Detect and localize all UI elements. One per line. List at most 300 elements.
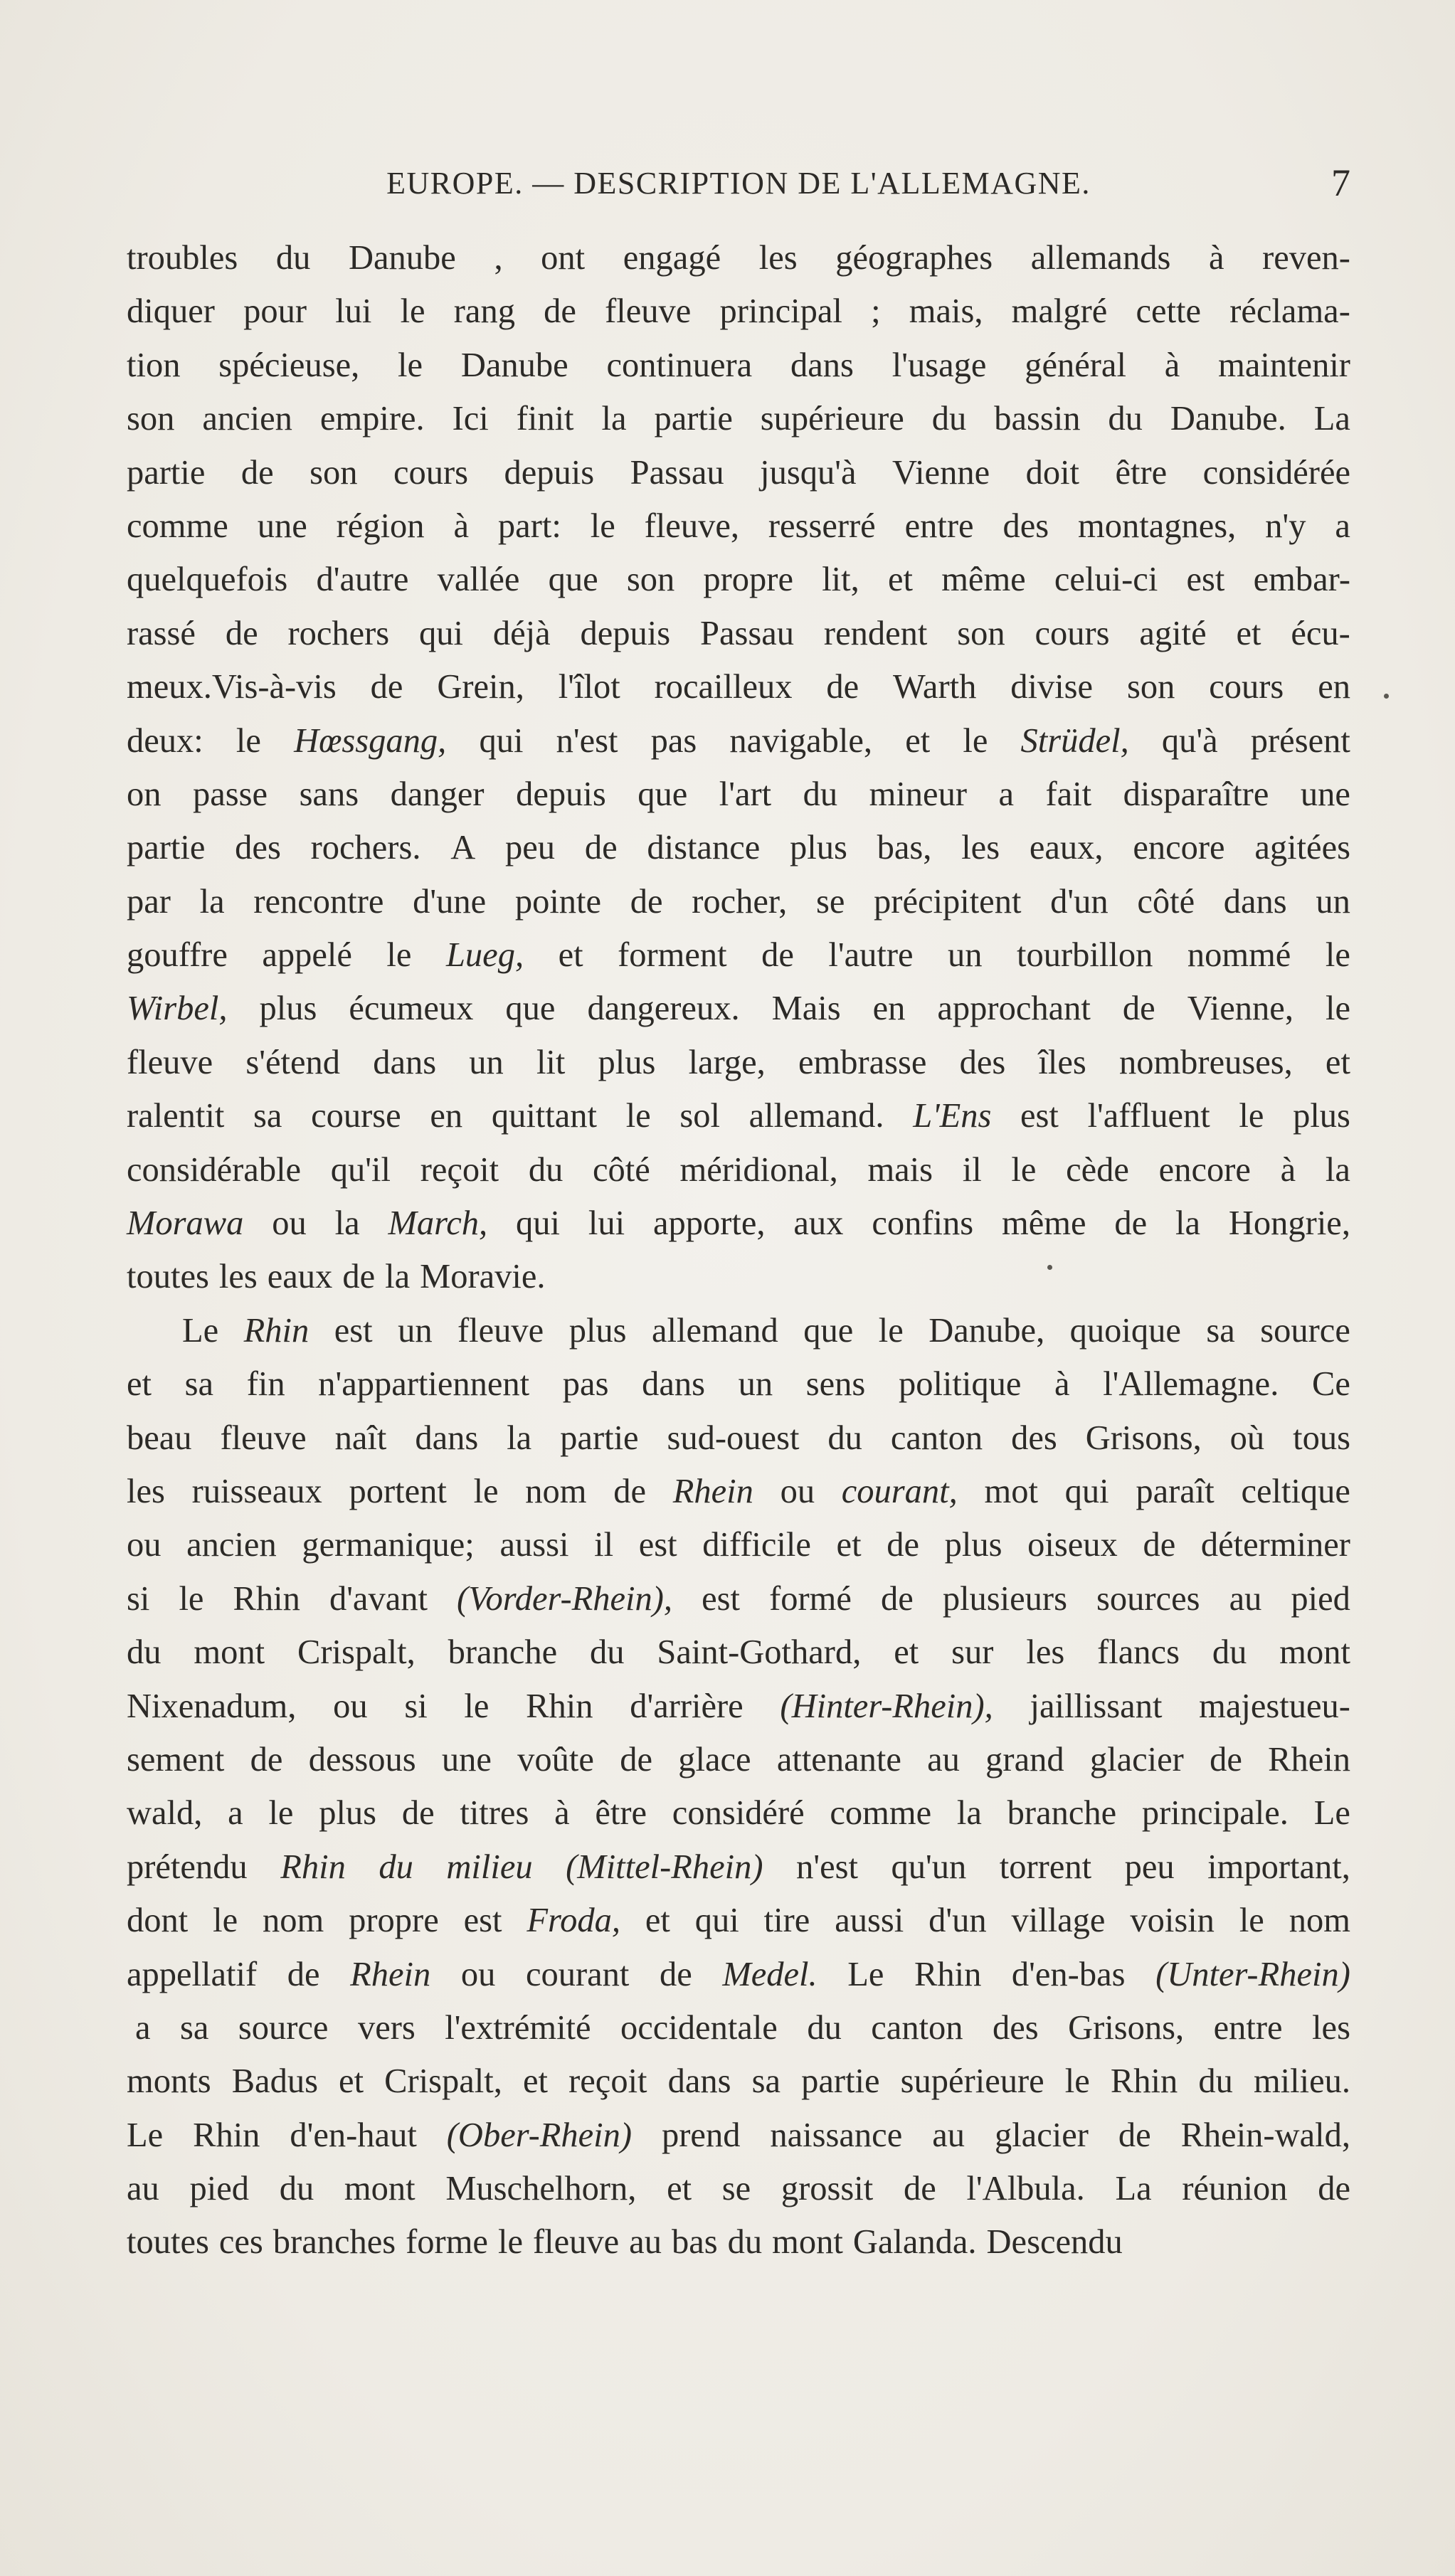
word: et [667,2170,692,2208]
word: village [1011,1902,1106,1940]
word: agitées [1254,829,1350,867]
word: Strüdel, [1020,721,1129,760]
word: un [398,1311,433,1350]
body-text [127,231,1350,2269]
word: du [279,2170,314,2208]
word: Vienne [891,453,990,492]
word: au [927,1740,960,1779]
word: fin [246,1365,285,1404]
word: à [453,507,469,545]
word: des [1002,507,1049,545]
word: Rhin [193,2116,260,2154]
word: mais, [909,292,983,331]
word: une [257,507,307,545]
word: îles [1038,1043,1086,1081]
word: agité [1139,614,1207,652]
word: dans [642,1365,705,1404]
word: à [1054,1365,1070,1404]
word: est [1186,561,1225,599]
word: et [894,1633,919,1672]
word: mais [867,1150,933,1189]
word: de [250,1740,283,1779]
word: méridional, [679,1150,838,1189]
word: sans [299,775,359,813]
word: les [127,1472,165,1510]
word: du [807,2008,842,2047]
word: titres [460,1794,529,1833]
word: lit, [822,561,859,599]
word: d'un [1050,882,1109,921]
word: de [826,668,859,706]
word: entre [904,507,974,545]
word: passe [193,775,268,813]
word: si [404,1687,428,1725]
word: plusieurs [942,1579,1067,1618]
word: ou [127,1526,162,1564]
word: du [275,239,311,277]
word: en [1318,668,1350,706]
word: tous [1293,1419,1350,1457]
word: a [998,775,1015,813]
word: partie [127,453,206,492]
word: n'est [556,721,618,760]
text-line [127,1680,1350,1733]
word: glacier [1089,1740,1184,1779]
word: que [505,990,556,1028]
word: nom [263,1902,324,1940]
word: le [473,1472,499,1510]
word: branche [448,1633,558,1672]
word: et [127,1365,152,1404]
word: aux [793,1204,844,1243]
word: au [1229,1579,1262,1618]
text-line [127,1357,1350,1411]
word: réclama- [1229,292,1350,331]
word: ruisseaux [191,1472,322,1510]
word: Ce [1311,1365,1350,1404]
text-line [127,2215,1350,2269]
word: de [630,882,663,921]
word: rencontre [253,882,384,921]
word: partie [654,400,733,438]
word: pied [1291,1579,1350,1618]
word: Lueg, [445,936,524,975]
word: ou [780,1472,815,1510]
word: Moravie. [420,1258,546,1296]
word: considéré [672,1794,805,1833]
word: sa [751,2062,781,2101]
word: source [1260,1311,1350,1350]
word: celtique [1241,1472,1350,1510]
word: Rhin [914,1955,982,1993]
word: voisin [1130,1902,1215,1940]
word: Mais [771,990,841,1028]
word: partie [127,829,206,867]
word: et [905,721,931,760]
word: le [1011,1150,1037,1189]
word: Rhin [280,1848,346,1886]
word: attenante [776,1740,901,1779]
word: engagé [623,239,721,277]
word: appellatif [127,1955,258,1993]
word: si [127,1579,150,1618]
word: resserré [768,507,876,545]
word: de [287,1955,320,1993]
word: de [1318,2170,1350,2208]
word: (Vorder-Rhein), [457,1579,673,1618]
text-line [127,1894,1350,1947]
word: allemands [1030,239,1171,277]
word: ou [333,1687,368,1725]
word: maintenir [1218,346,1350,384]
word: toutes [127,2223,209,2262]
word: Wirbel, [127,990,228,1028]
text-line [127,1948,1350,2001]
word: les [218,1258,258,1296]
word: au [932,2116,965,2154]
word: La [1115,2170,1152,2208]
word: géographes [835,239,993,277]
text-line [127,285,1350,338]
word: forme [406,2223,488,2262]
word: écu- [1291,614,1350,652]
word: de [544,292,576,331]
word: et [1325,1043,1350,1081]
word: de [887,1526,919,1564]
text-line [127,1143,1350,1197]
word: la [507,1419,532,1457]
word: dans [667,2062,731,2101]
word: présent [1250,721,1350,760]
word: même [1001,1204,1086,1243]
word: ces [218,2223,263,2262]
word: majestueu- [1199,1687,1350,1725]
word: rendent [823,614,928,652]
word: a [135,2008,151,2047]
text-line [127,875,1350,928]
word: à [554,1794,570,1833]
text-line [127,446,1350,499]
word: il [594,1526,614,1564]
word: germanique; [302,1526,475,1564]
word: dont [127,1902,189,1940]
word: et [836,1526,862,1564]
word: milieu. [1253,2062,1350,2101]
word: côté [593,1150,650,1189]
word: être [595,1794,647,1833]
word: canton [890,1419,983,1457]
word: du [590,1633,625,1672]
word: celui-ci [1054,561,1158,599]
word: qui [1064,1472,1109,1510]
text-line [127,982,1350,1035]
word: son [626,561,675,599]
word: de [1122,990,1155,1028]
word: son [957,614,1005,652]
word: reçoit [420,1150,499,1189]
word: confins [872,1204,974,1243]
word: la [1175,1204,1201,1243]
word: qui [694,1902,739,1940]
word: Rhein [350,1955,431,1993]
word: Morawa [127,1204,244,1243]
word: courant, [841,1472,958,1510]
word: bassin [994,400,1081,438]
word: part: [497,507,561,545]
text-line [127,1626,1350,1679]
word: ont [541,239,586,277]
word: Grisons, [1068,2008,1185,2047]
word: les [1312,2008,1350,2047]
word: le [1325,990,1350,1028]
word: le [213,1902,238,1940]
word: quittant [491,1097,598,1135]
word: Passau [700,614,795,652]
word: prétendu [127,1848,248,1886]
text-line [127,1786,1350,1840]
word: le [878,1311,904,1350]
word: fleuve [127,1043,213,1081]
word: quoique [1069,1311,1181,1350]
word: le [268,1794,294,1833]
word: Nixenadum, [127,1687,297,1725]
text-line [127,660,1350,714]
text-line [127,607,1350,660]
word: l'affluent [1087,1097,1210,1135]
word: large, [688,1043,766,1081]
word: branches [273,2223,396,2262]
word: une [441,1740,492,1779]
word: milieu [446,1848,533,1886]
word: encore [1158,1150,1251,1189]
word: dans [1223,882,1287,921]
word: région [336,507,425,545]
word: et [887,561,913,599]
ink-speck [1047,1265,1052,1270]
word: de [225,614,258,652]
word: (Unter-Rhein) [1155,1955,1350,1993]
word: important, [1207,1848,1350,1886]
word: précipitent [874,882,1022,921]
word: l'art [719,775,772,813]
text-line [127,1411,1350,1465]
word: tire [763,1902,810,1940]
text-line [127,1089,1350,1143]
word: wald, [127,1794,203,1833]
word: plus [1293,1097,1350,1135]
word: rochers [287,614,390,652]
word: politique [898,1365,1022,1404]
word: la [385,1258,411,1296]
word: ; [871,292,881,331]
word: écumeux [349,990,474,1028]
word: n'est [796,1848,858,1886]
word: Hœssgang, [294,721,447,760]
text-line [127,392,1350,445]
word: de [1118,2116,1151,2154]
word: canton [871,2008,963,2047]
word: partie [560,1419,639,1457]
word: portent [349,1472,447,1510]
word: Crispalt, [297,1633,416,1672]
word: formé [769,1579,852,1618]
word: allemand [652,1311,778,1350]
word: d'autre [316,561,409,599]
word: son [309,453,358,492]
word: reçoit [568,2062,647,2101]
word: depuis [516,775,606,813]
text-line [127,1465,1350,1518]
word: le [497,2223,523,2262]
word: que [637,775,688,813]
word: glacier [994,2116,1089,2154]
word: naît [334,1419,387,1457]
word: propre [703,561,793,599]
word: le [236,721,261,760]
word: ancien [186,1526,277,1564]
word: le [464,1687,490,1725]
word: A [450,829,476,867]
word: nom [1289,1902,1350,1940]
word: d'en-haut [290,2116,417,2154]
word: reven- [1262,239,1350,277]
word: Le [182,1311,219,1350]
word: entre [1213,2008,1283,2047]
word: est [638,1526,677,1564]
word: d'avant [329,1579,428,1618]
word: Vienne, [1187,990,1293,1028]
word: lit [536,1043,566,1081]
word: plus [790,829,847,867]
word: pointe [514,882,602,921]
word: considérable [127,1150,302,1189]
word: de [903,2170,936,2208]
word: est [1020,1097,1059,1135]
word: côté [1137,882,1195,921]
word: cours [1035,614,1110,652]
word: de [1143,1526,1176,1564]
word: fait [1045,775,1092,813]
word: fleuve [220,1419,307,1457]
word: jusqu'à [760,453,857,492]
word: fleuve, [644,507,739,545]
word: l'extrémité [445,2008,591,2047]
word: de [613,1472,647,1510]
word: nommé [1187,936,1291,975]
word: on [127,775,162,813]
word: prend [662,2116,741,2154]
word: d'en-bas [1011,1955,1126,1993]
word: fleuve [457,1311,544,1350]
word: paraît [1136,1472,1215,1510]
word: qui [419,614,464,652]
word: comme [127,507,228,545]
text-line [127,1518,1350,1571]
word: nombreuses, [1118,1043,1293,1081]
word: peu [1124,1848,1175,1886]
word: embar- [1253,561,1350,599]
word: de [401,1794,435,1833]
word: cours [1209,668,1284,706]
word: meux.Vis-à-vis [127,668,337,706]
word: cède [1066,1150,1129,1189]
word: Rhein-wald, [1180,2116,1350,2154]
word: au [127,2170,159,2208]
word: du [931,400,967,438]
word: à [1164,346,1180,384]
word: sol [679,1097,720,1135]
word: (Ober-Rhein) [446,2116,633,2154]
word: mont [1279,1633,1350,1672]
word: sa [253,1097,282,1135]
word: l'îlot [558,668,620,706]
word: La [1313,400,1350,438]
word: et [339,2062,364,2101]
word: est [334,1311,373,1350]
word: sources [1096,1579,1200,1618]
text-line [127,1840,1350,1894]
word: Danube [460,346,568,384]
word: qu'il [330,1150,391,1189]
word: pas [650,721,697,760]
word: Le [1313,1794,1350,1833]
page-header [127,161,1350,208]
word: n'appartiennent [318,1365,530,1404]
word: Badus [231,2062,318,2101]
word: allemand. [748,1097,884,1135]
word: principale. [1141,1794,1289,1833]
word: Warth [893,668,977,706]
word: Froda, [527,1902,620,1940]
word: d'arrière [630,1687,744,1725]
text-line [127,553,1350,606]
word: des [993,2008,1039,2047]
word: aussi [835,1902,904,1940]
word: il [962,1150,982,1189]
word: de [240,453,274,492]
word: disparaître [1123,775,1269,813]
word: l'Allemagne. [1103,1365,1279,1404]
word: embrasse [798,1043,927,1081]
word: approchant [937,990,1091,1028]
word: mot [984,1472,1038,1510]
word: le [398,346,423,384]
word: source [238,2008,329,2047]
word: ou [460,1955,496,1993]
word: forment [618,936,727,975]
word: montagnes, [1078,507,1237,545]
word: où [1229,1419,1265,1457]
word: Rhin [526,1687,593,1725]
word: la [956,1794,982,1833]
word: les [1026,1633,1065,1672]
word: de [1114,1204,1148,1243]
word: Le [847,1955,884,1993]
word: beau [127,1419,192,1457]
word: déterminer [1200,1526,1350,1564]
word: est [702,1579,740,1618]
word: un [738,1365,773,1404]
word: de [659,1955,692,1993]
word: dessous [308,1740,416,1779]
word: spécieuse, [218,346,360,384]
word: glace [678,1740,751,1779]
word: depuis [580,614,671,652]
text-line [127,928,1350,982]
word: l'autre [828,936,914,975]
word: flancs [1097,1633,1180,1672]
word: Danube, [928,1311,1045,1350]
